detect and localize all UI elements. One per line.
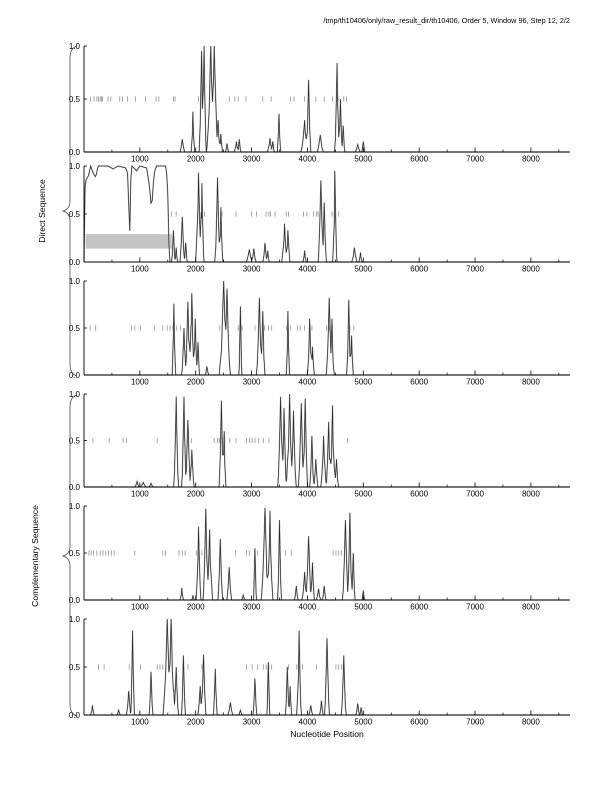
x-tick-label: 3000: [242, 377, 261, 387]
panel-5: [69, 502, 570, 612]
y-tick-label: 0.0: [68, 482, 80, 492]
x-tick-label: 6000: [410, 489, 429, 499]
x-tick-label: 5000: [354, 717, 373, 727]
x-tick-label: 2000: [186, 377, 205, 387]
x-tick-label: 4000: [298, 377, 317, 387]
direct-sequence-label: Direct Sequence: [37, 179, 47, 243]
x-tick-label: 6000: [410, 264, 429, 274]
x-tick-label: 5000: [354, 489, 373, 499]
y-tick-label: 0.5: [68, 662, 80, 672]
x-tick-label: 4000: [298, 602, 317, 612]
y-tick-label: 0.0: [68, 595, 80, 605]
signal-curve: [84, 46, 570, 152]
x-tick-label: 6000: [410, 717, 429, 727]
signal-curve: [84, 508, 570, 600]
x-tick-label: 6000: [410, 377, 429, 387]
panels-group: [69, 42, 570, 727]
panel-2: [69, 162, 570, 274]
y-tick-label: 0.5: [68, 548, 80, 558]
y-tick-label: 0.0: [68, 370, 80, 380]
x-tick-label: 5000: [354, 264, 373, 274]
panel-4: [69, 390, 570, 499]
y-tick-label: 0.5: [68, 94, 80, 104]
x-tick-label: 2000: [186, 154, 205, 164]
x-tick-label: 8000: [521, 377, 540, 387]
x-tick-label: 3000: [242, 602, 261, 612]
x-tick-label: 1000: [130, 717, 149, 727]
figure-title: /tmp/th10406/only/raw_result_dir/th10406, Order 5, Window 96, Step 12, 2/2: [323, 16, 570, 25]
signal-curve-halo: [84, 508, 570, 600]
x-tick-label: 1000: [130, 154, 149, 164]
x-axis-label: Nucleotide Position: [290, 729, 364, 739]
x-tick-label: 1000: [130, 602, 149, 612]
x-tick-label: 7000: [466, 602, 484, 612]
x-tick-label: 8000: [521, 602, 540, 612]
x-tick-label: 8000: [521, 154, 540, 164]
x-tick-label: 3000: [242, 717, 261, 727]
x-tick-label: 1000: [130, 489, 149, 499]
complementary-sequence-label: Complementary Sequence: [30, 505, 40, 607]
y-tick-label: 1.0: [68, 614, 80, 624]
x-tick-label: 2000: [186, 264, 205, 274]
y-tick-label: 1.0: [68, 501, 80, 511]
x-tick-label: 5000: [354, 602, 373, 612]
x-tick-label: 5000: [354, 377, 373, 387]
x-tick-label: 1000: [130, 377, 149, 387]
x-tick-label: 7000: [466, 154, 484, 164]
y-tick-label: 1.0: [68, 389, 80, 399]
x-tick-label: 3000: [242, 489, 261, 499]
x-tick-label: 2000: [186, 489, 205, 499]
x-tick-label: 6000: [410, 602, 429, 612]
panel-1: [69, 42, 570, 164]
signal-curve-halo: [84, 46, 570, 152]
panel-6: [69, 615, 570, 727]
signal-curve: [84, 281, 570, 375]
x-tick-label: 3000: [242, 154, 261, 164]
x-tick-label: 8000: [521, 489, 540, 499]
y-tick-label: 0.5: [68, 436, 80, 446]
y-tick-label: 0.5: [68, 323, 80, 333]
highlight-bar: [86, 234, 172, 248]
x-tick-label: 2000: [186, 602, 205, 612]
x-tick-label: 2000: [186, 717, 205, 727]
panel-3: [69, 277, 570, 387]
y-tick-label: 0.5: [68, 209, 80, 219]
y-tick-label: 0.0: [68, 257, 80, 267]
x-tick-label: 8000: [521, 264, 540, 274]
x-tick-label: 7000: [466, 489, 484, 499]
y-tick-label: 1.0: [68, 161, 80, 171]
x-tick-label: 3000: [242, 264, 261, 274]
x-tick-label: 4000: [298, 489, 317, 499]
y-tick-label: 0.0: [68, 710, 80, 720]
y-tick-label: 1.0: [68, 276, 80, 286]
x-tick-label: 1000: [130, 264, 149, 274]
x-tick-label: 4000: [298, 264, 317, 274]
x-tick-label: 4000: [298, 717, 317, 727]
x-tick-label: 7000: [466, 264, 484, 274]
x-tick-label: 6000: [410, 154, 429, 164]
x-tick-label: 4000: [298, 154, 317, 164]
y-tick-label: 1.0: [68, 41, 80, 51]
y-tick-label: 0.0: [68, 147, 80, 157]
x-tick-label: 8000: [521, 717, 540, 727]
x-tick-label: 5000: [354, 154, 373, 164]
x-tick-label: 7000: [466, 717, 484, 727]
x-tick-label: 7000: [466, 377, 484, 387]
